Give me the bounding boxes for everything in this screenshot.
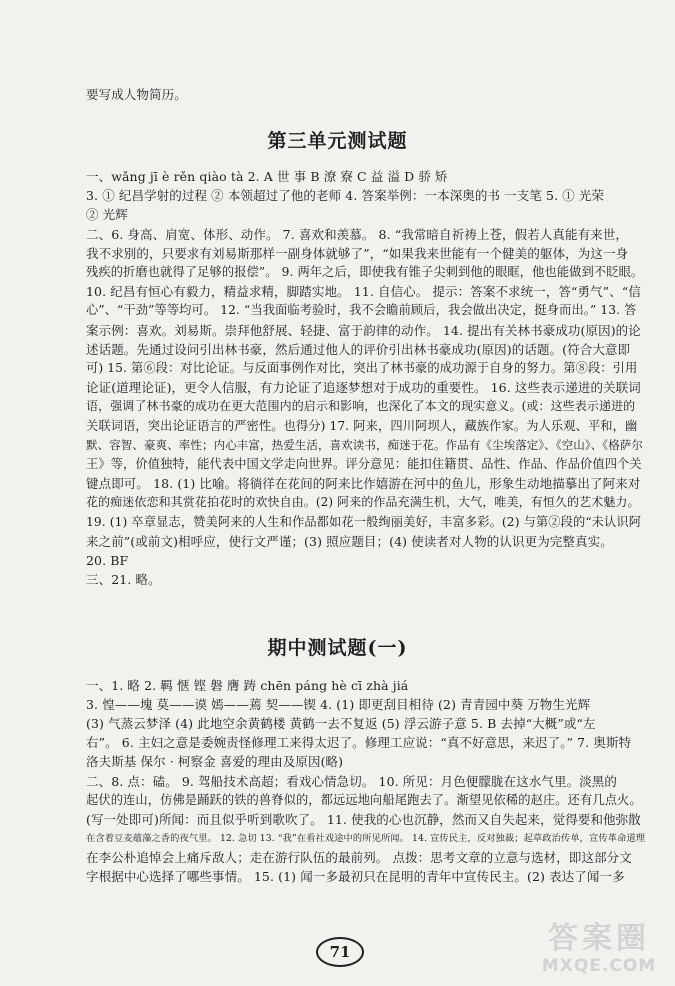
text-line: ② 光辉: [86, 207, 128, 223]
midterm-title: 期中测试题(一): [267, 637, 408, 659]
text-line: 论证(道理论证)，更令人信服，有力论证了追逐梦想对于成功的重要性。 16. 这些表示递进的关联词: [86, 380, 641, 396]
text-line: 我不求别的，只要求有刘易斯那样一副身体就够了”，“如果我来世能有一个健美的躯体，为这一身: [86, 245, 629, 261]
watermark-url: MXQE.COM: [541, 956, 657, 976]
text-line: 二、8. 点：磕。 9. 驾船技术高超；看戏心情急切。 10. 所见：月色便朦胧在这水气里。淡黑的: [86, 773, 617, 789]
text-line: 花的痴迷依恋和其赏花拍花时的欢快自由。(2) 阿来的作品充满生机，大气，唯美，有恒久的艺术魅力。: [86, 495, 640, 510]
text-line: 述话题。先通过设问引出林书豪，然后通过他人的评价引出林书豪成功(原因)的话题。(符合大意即: [86, 341, 631, 357]
unit3-title: 第三单元测试题: [267, 130, 408, 152]
text-line: 默、容智、豪爽、率性；内心丰富，热爱生活，喜欢读书，痴迷于花。作品有《尘埃落定》、《空山》、《格萨尔: [86, 437, 643, 452]
text-line: 起伏的连山，仿佛是踊跃的铁的兽脊似的，都远远地向船尾跑去了。渐望见依稀的赵庄。还有几点火。: [86, 792, 642, 807]
watermark: [529, 922, 669, 982]
text-line: 20. BF: [86, 553, 129, 568]
text-line: 10. 纪昌有恒心有毅力，精益求精，脚踏实地。 11. 自信心。 提示：答案不求统一，答“勇气”、“信: [86, 284, 641, 300]
text-line: 心”、“干劲”等等均可。 12. “当我面临考验时，我不会瞻前顾后，我会做出决定，挺身而出。” 13. 答: [86, 303, 637, 318]
text-line: 王》等，价值独特，能代表中国文学走向世界。评分意见：能扣住籍贯、品性、作品、作品价值四个关: [86, 457, 642, 471]
text-line: (写一处即可)所闻：而且似乎听到歌吹了。 11. 使我的心也沉静，然而又自失起来，觉得要和他弥散: [86, 811, 641, 827]
text-line: 一、wǎng jī è rěn qiào tà 2. A 世 事 B 潦 寮 C 益 溢 D 骄 矫: [86, 169, 448, 184]
text-line: 右”。 6. 主妇之意是委婉责怪修理工来得太迟了。修理工应说：“真不好意思，来迟了。” 7. 奥斯特: [86, 735, 632, 751]
text-line: 语，强调了林书豪的成功在更大范围内的启示和影响，也深化了本文的现实意义。(或：这些表示递进的: [86, 399, 636, 414]
text-line: 在李公朴追悼会上痛斥敌人；走在游行队伍的最前列。 点拨：思考文章的立意与选材，即这部分文: [86, 849, 632, 865]
text-line: 案示例：喜欢。刘易斯。崇拜他舒展、轻捷、富于韵律的动作。 14. 提出有关林书豪成功(原因)的论: [86, 322, 641, 338]
text-line: 来之前”(或前文)相呼应，使行文严谨；(3) 照应题目；(4) 使读者对人物的认识更为完整真实。: [86, 533, 613, 549]
text-line: 二、6. 身高、肩宽、体形、动作。 7. 喜欢和羡慕。 8. “我常暗自祈祷上苍，假若人真能有来世，: [86, 226, 629, 242]
top-line: 要写成人物简历。: [86, 87, 187, 102]
text-line: 字根据中心选择了哪些事情。 15. (1) 闻一多最初只在昆明的青年中宣传民主。(2) 表达了闻一多: [86, 869, 625, 884]
text-line: 在含着豆麦蕴藻之香的夜气里。 12. 急切 13. “我”在看社戏途中的所见所闻。 14. 宣传民主，反对独裁；起草政治传单，宣传革命道理: [86, 832, 646, 844]
text-line: 19. (1) 卒章显志，赞美阿来的人生和作品都如花一般绚丽美好，丰富多彩。(2) 与第②段的“未认识阿: [86, 514, 642, 529]
text-line: 洛夫斯基 保尔 · 柯察金 喜爱的理由及原因(略): [86, 754, 344, 770]
text-line: 三、21. 略。: [86, 572, 161, 588]
watermark-logo: 答案圈: [548, 921, 650, 956]
text-line: (3) 气蒸云梦泽 (4) 此地空余黄鹤楼 黄鹤一去不复返 (5) 浮云游子意 5. B 去掉“大概”或“左: [86, 716, 596, 732]
text-line: 关联词语，突出论证语言的严密性。也得分) 17. 阿来，四川阿坝人，藏族作家。为人乐观、平和，幽: [86, 418, 638, 433]
text-line: 可) 15. 第⑥段：对比论证。与反面事例作对比，突出了林书豪的成功源于自身的努力。第⑧段：引用: [86, 361, 638, 375]
text-line: 3. 惶——塊 莫——谟 嫣——蔫 契——锲 4. (1) 即更刮目相待 (2) 青青园中葵 万物生光辉: [86, 697, 591, 713]
text-line: 一、1. 略 2. 羁 惬 铿 磐 膺 踌 chēn páng hè cī zhà jiá: [86, 678, 409, 693]
page-number: 71: [316, 937, 364, 967]
text-line: 键点即可。 18. (1) 比喻。将徜徉在花间的阿来比作嬉游在河中的鱼儿，形象生动地描摹出了阿来对: [86, 476, 641, 492]
text-line: 3. ① 纪昌学射的过程 ② 本领超过了他的老师 4. 答案举例：一本深奥的书 一支笔 5. ① 光荣: [86, 188, 605, 204]
text-line: 残疾的折磨也就得了足够的报偿”。 9. 两年之后，即使我有锥子尖刺到他的眼眶，他也能做到不眨眼。: [86, 265, 644, 279]
